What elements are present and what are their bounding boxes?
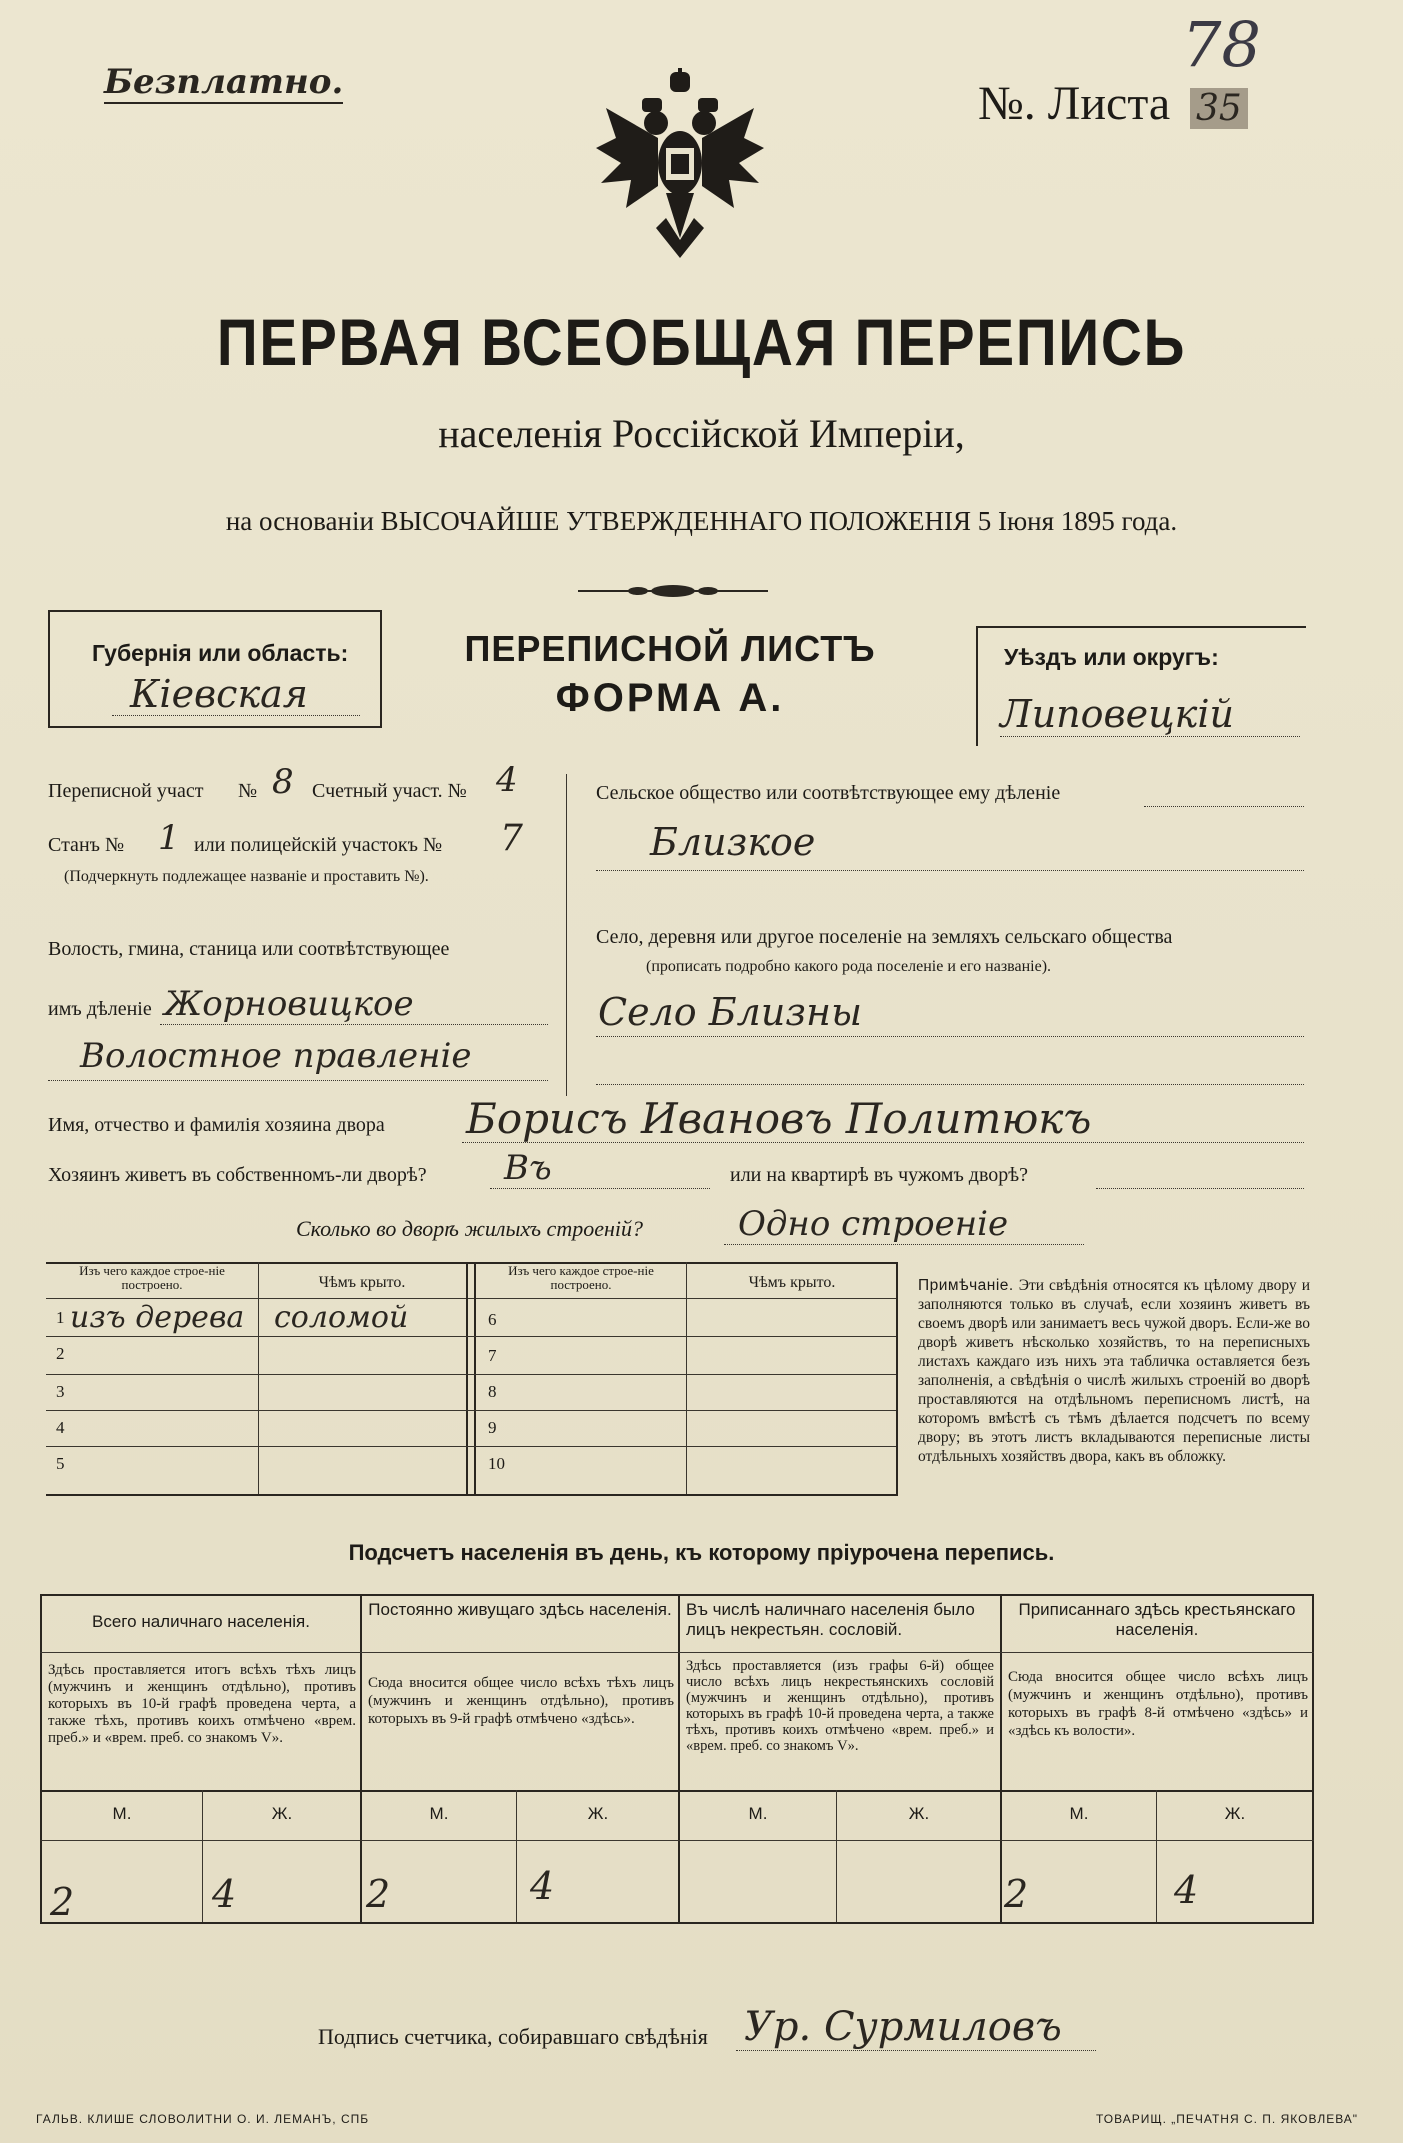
guberniya-value: Кіевская [130,672,308,716]
rented-label: или на квартирѣ въ чужомъ дворѣ? [730,1164,1029,1186]
coat-of-arms-icon [586,68,774,268]
note-lead: Примѣчаніе. [918,1277,1014,1294]
count-m-value-4: 2 [1004,1872,1029,1916]
owner-value: Борисъ Ивановъ Политюкъ [466,1094,1092,1143]
m-label-4: М. [1069,1804,1089,1823]
signature-value: Ур. Сурмиловъ [744,2004,1062,2050]
count-district-value: 4 [496,760,518,800]
f-label-4: Ж. [1224,1804,1246,1823]
village-value: Село Близны [598,990,863,1034]
m-label-1: М. [112,1804,132,1823]
free-label: Безплатно. [104,62,344,102]
police-label: или полицейскій участокъ № [194,834,443,856]
own-yard-label: Хозяинъ живетъ въ собственномъ-ли дворѣ? [48,1164,427,1186]
society-value: Близкое [650,820,816,864]
page-title: ПЕРВАЯ ВСЕОБЩАЯ ПЕРЕПИСЬ [216,305,1187,379]
count-col-head-2: Постоянно живущаго здѣсь населенія. [368,1600,672,1619]
count-m-value-2: 2 [366,1872,391,1916]
count-col-desc-2: Сюда вносится общее число всѣхъ тѣхъ лицъ (мужчинъ и женщинъ отдѣльно), противъ которыхъ въ 9-й графѣ отмѣчено «здѣсь». [368,1675,674,1727]
ornament-divider-icon [578,582,768,600]
stan-label: Станъ № [48,834,125,856]
page-subtitle: населенія Россійской Имперіи, [438,411,965,456]
own-yard-value: Въ [504,1148,552,1188]
census-district-no: № [238,780,258,802]
buildings-col-material-2: Изъ чего каждое строе-ніе построено. [508,1263,654,1292]
uezd-value: Липовецкій [1000,692,1234,736]
owner-label: Имя, отчество и фамилія хозяина двора [48,1114,385,1136]
f-label-1: Ж. [271,1804,293,1823]
count-f-value-1: 4 [212,1872,237,1916]
archive-number: 78 [1182,8,1261,81]
material-value: изъ дерева [70,1300,245,1335]
police-value: 7 [500,818,523,859]
count-title: Подсчетъ населенія въ день, къ которому пріурочена перепись. [348,1540,1055,1565]
signature-label: Подпись счетчика, собиравшаго свѣдѣнія [318,2024,708,2049]
footer-right: ТОВАРИЩ. „ПЕЧАТНЯ С. П. ЯКОВЛЕВА" [1096,2112,1359,2126]
form-title: ПЕРЕПИСНОЙ ЛИСТЪ [464,628,876,669]
count-col-desc-1: Здѣсь проставляется итогъ всѣхъ тѣхъ лицъ (мужчинъ и женщинъ отдѣльно), противъ которыхъ въ 10-й графѣ проведена черта, а также тѣхъ, противъ коихъ отмѣчено «врем. преб.» и «врем. преб. со знакомъ V». [48,1662,356,1746]
count-col-head-3: Въ числѣ наличнаго населенія было лицъ некрестьян. сословій. [686,1600,975,1639]
m-label-2: М. [429,1804,449,1823]
volost-label-2: имъ дѣленіе [48,998,152,1020]
sheet-number-value: 35 [1190,88,1248,129]
stan-value: 1 [158,818,180,858]
uezd-label: Уѣздъ или округъ: [1004,644,1219,670]
f-label-3: Ж. [908,1804,930,1823]
count-district-label: Счетный участ. № [312,780,467,802]
count-col-head-1: Всего наличнаго населенія. [92,1612,310,1631]
volost-label: Волость, гмина, станица или соотвѣтствующее [48,938,450,960]
f-label-2: Ж. [587,1804,609,1823]
count-col-desc-3: Здѣсь проставляется (изъ графы 6-й) общее число всѣхъ лицъ некрестьянскихъ сословій (мужчинъ и женщинъ отдѣльно), противъ которыхъ въ графѣ 10-й проведена черта, а также тѣхъ, противъ коихъ отмѣчено «врем. преб.» и «врем. преб. со знакомъ V». [686,1658,994,1754]
guberniya-label: Губернія или область: [92,640,349,666]
count-col-head-4: Приписаннаго здѣсь крестьянскаго населенія. [1018,1600,1296,1639]
form-subtitle: ФОРМА А. [555,676,785,720]
village-label: Село, деревня или другое поселеніе на земляхъ сельскаго общества [596,926,1173,948]
society-label: Сельское общество или соотвѣтствующее ему дѣленіе [596,782,1061,804]
buildings-label: Сколько во дворѣ жилыхъ строеній? [296,1216,643,1241]
m-label-3: М. [748,1804,768,1823]
footer-left: ГАЛЬВ. КЛИШЕ СЛОВОЛИТНИ О. И. ЛЕМАНЪ, СПБ [36,2112,370,2126]
volost-value-2: Волостное правленіе [80,1036,472,1076]
underline-note: (Подчеркнуть подлежащее названіе и проставить №). [64,868,429,885]
buildings-col-material: Изъ чего каждое строе-ніе построено. [79,1263,225,1292]
note-block [918,1276,1310,1466]
census-district-value: 8 [272,762,294,802]
count-col-desc-4: Сюда вносится общее число всѣхъ лицъ (мужчинъ и женщинъ отдѣльно), противъ которыхъ въ графѣ 8-й отмѣчено «здѣсь» и «здѣсь къ волости». [1008,1669,1308,1739]
buildings-col-roof: Чѣмъ крыто. [318,1274,406,1291]
volost-value-1: Жорновицкое [164,984,414,1024]
census-district-label: Переписной участ [48,780,204,802]
village-note: (прописать подробно какого рода поселеніе и его названіе). [646,958,1052,975]
count-f-value-4: 4 [1174,1868,1199,1912]
note-text: Эти свѣдѣнія относятся къ цѣлому двору и заполняются только въ случаѣ, если хозяинъ живетъ въ своемъ дворѣ или занимаетъ весь чужой дворъ. Если-же во дворѣ живетъ нѣсколько хозяйствъ, то на переписныхъ листахъ каждаго изъ нихъ эта табличка оставляется безъ заполненія, а свѣдѣнія о числѣ жилыхъ строеній во дворѣ проставляются на отдѣльномъ переписномъ листѣ, на которомъ вмѣстѣ съ тѣмъ дѣлается подсчетъ по всему двору; въ этотъ листъ вкладываются переписные листы отдѣльныхъ хозяйствъ двора, какъ въ обложку. [918,1277,1311,1465]
roof-value: соломой [274,1300,409,1335]
buildings-value: Одно строеніе [738,1204,1009,1244]
buildings-col-roof-2: Чѣмъ крыто. [748,1274,836,1291]
count-m-value-1: 2 [50,1880,75,1924]
page-basis: на основаніи ВЫСОЧАЙШЕ УТВЕРЖДЕННАГО ПОЛОЖЕНІЯ 5 Іюня 1895 года. [225,506,1178,536]
count-f-value-2: 4 [530,1864,555,1908]
census-sheet: Безплатно. №. Листа 35 78 ПЕРВАЯ ВСЕОБЩАЯ ПЕРЕПИСЬ населенія Россійской Имперіи, на основаніи ВЫСОЧАЙШЕ УТВЕРЖДЕННАГО ПОЛОЖЕНІЯ 5 Іюня 1895 года. Губернія или область: Кіевская ПЕРЕПИСНОЙ ЛИСТЪ ФОРМА А. Уѣздъ или округъ: Липовецкій Переписной участ № 8 Счетный участ. № 4 Станъ № 1 или полицейскій участокъ № 7 (Подчеркнуть подлежащее названіе и проставить №). Волость, гмина, станица или соотвѣтствующее имъ дѣленіе Жорновицкое Волостное правленіе Сельское общество или соотвѣтствующее ему дѣленіе Близкое Село, деревня или другое поселеніе на земляхъ сельскаго общества (прописать подробно какого рода поселеніе и его названіе). Село Близны Имя, отчество и фамилія хозяина двора Борисъ Ивановъ Политюкъ Хозяинъ живетъ въ собственномъ-ли дворѣ? Въ или на квартирѣ въ чужомъ дворѣ? Сколько во дворѣ жилыхъ строеній? Одно строеніе Изъ чего каждое строе-ніе построено. Чѣмъ крыто. Изъ чего каждое строе-ніе построено. Чѣмъ крыто. 1 изъ дерева соломой 6 2 7 3 8 4 9 5 10 Примѣчаніе. Эти свѣдѣнія относятся къ цѣлому двору и заполняются только въ случаѣ, если хозяинъ живетъ въ своемъ дворѣ или занимаетъ весь чужой дворъ. Если-же во дворѣ живетъ нѣсколько хозяйствъ, то на переписныхъ листахъ каждаго изъ нихъ эта табличка оставляется безъ заполненія, а свѣдѣнія о числѣ жилыхъ строеній во дворѣ проставляются на отдѣльномъ переписномъ листѣ, на которомъ вмѣстѣ съ тѣмъ дѣлается подсчетъ по всему двору; въ этотъ листъ вкладываются переписные листы отдѣльныхъ хозяйствъ двора, какъ въ обложку. Подсчетъ населенія въ день, къ которому пріурочена перепись. Всего наличнаго населенія. Здѣсь проставляется итогъ всѣхъ тѣхъ лицъ (мужчинъ и женщинъ отдѣльно), противъ которыхъ въ 10-й графѣ проведена черта, а также тѣхъ, противъ коихъ отмѣчено «врем. преб.» и «врем. преб. со знакомъ V». Постоянно живущаго здѣсь населенія. Сюда вносится общее число всѣхъ тѣхъ лицъ (мужчинъ и женщинъ отдѣльно), противъ которыхъ въ 9-й графѣ отмѣчено «здѣсь». Въ числѣ наличнаго населенія было лицъ некрестьян. сословій. Здѣсь проставляется (изъ графы 6-й) общее число всѣхъ лицъ некрестьянскихъ сословій (мужчинъ и женщинъ отдѣльно), противъ которыхъ въ графѣ 10-й проведена черта, а также тѣхъ, противъ коихъ отмѣчено «врем. преб.» и «врем. преб. со знакомъ V». Приписаннаго здѣсь крестьянскаго населенія. Сюда вносится общее число всѣхъ лицъ (мужчинъ и женщинъ отдѣльно), противъ которыхъ въ графѣ 8-й отмѣчено «здѣсь» и «здѣсь къ волости». М. Ж. М. Ж. М. Ж. М. Ж. 2 4 2 4 2 4 Подпись счетчика, собиравшаго свѣдѣнія Ур. Сурмиловъ ГАЛЬВ. КЛИШЕ СЛОВОЛИТНИ О. И. ЛЕМАНЪ, СПБ ТОВАРИЩ. „ПЕЧАТНЯ С. П. ЯКОВЛЕВА" [0,0,1403,2143]
sheet-number-label: №. Листа [978,77,1171,130]
